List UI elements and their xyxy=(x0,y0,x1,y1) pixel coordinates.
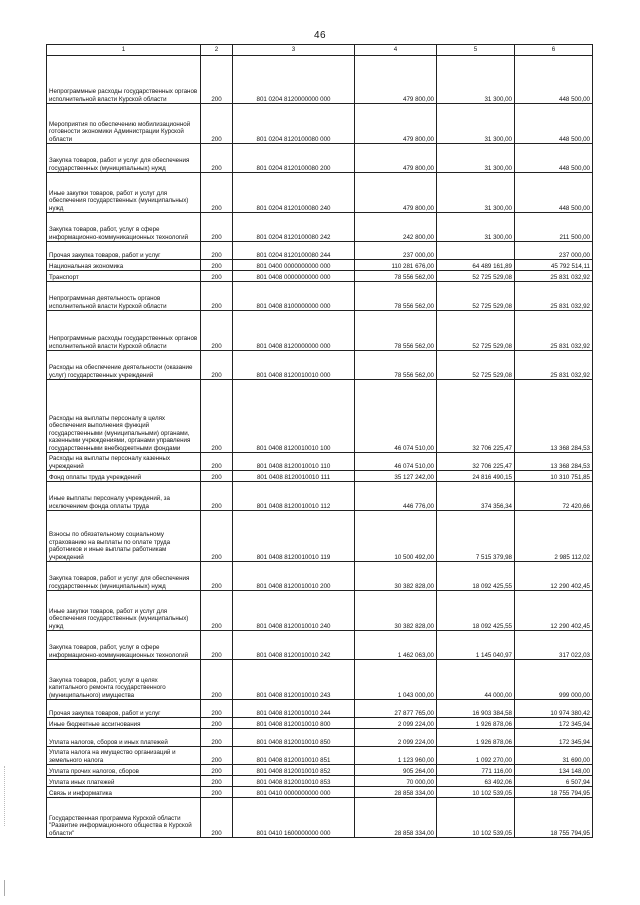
table-row xyxy=(47,747,593,765)
row-classification-code-cell: 801 0408 8120010010 200 xyxy=(233,562,355,591)
row-classification-code-cell: 801 0410 0000000000 000 xyxy=(233,787,355,798)
row-remaining-amount-cell: 12 290 402,45 xyxy=(515,591,593,631)
row-approved-amount-cell: 237 000,00 xyxy=(355,242,437,260)
header-col-6: 6 xyxy=(515,45,593,56)
row-remaining-amount-cell: 211 500,00 xyxy=(515,213,593,242)
row-executed-amount-cell: 1 926 878,06 xyxy=(437,718,515,729)
row-admin-code-cell: 200 xyxy=(201,787,233,798)
row-executed-amount-cell: 31 300,00 xyxy=(437,104,515,144)
row-name-cell: Уплата иных платежей xyxy=(47,776,201,787)
table-row xyxy=(47,104,593,144)
row-approved-amount-cell: 2 099 224,00 xyxy=(355,718,437,729)
row-approved-amount-cell: 78 556 562,00 xyxy=(355,282,437,311)
row-remaining-amount-cell: 6 507,94 xyxy=(515,776,593,787)
table-row xyxy=(47,144,593,173)
row-name-cell: Мероприятия по обеспечению мобилизационной готовности экономики Администрации Курской области xyxy=(47,104,201,144)
row-name-cell: Закупка товаров, работ и услуг для обеспечения государственных (муниципальных) нужд xyxy=(47,562,201,591)
table-row xyxy=(47,242,593,260)
table-row xyxy=(47,173,593,213)
row-admin-code-cell: 200 xyxy=(201,591,233,631)
row-remaining-amount-cell: 172 345,94 xyxy=(515,718,593,729)
row-executed-amount-cell: 7 515 379,98 xyxy=(437,511,515,562)
row-name-cell: Расходы на выплаты персоналу в целях обеспечения выполнения функций государственными (муниципальными) органами, казенными учреждениями, органами управления государственными внебюджетными фондами xyxy=(47,380,201,453)
row-approved-amount-cell: 30 382 828,00 xyxy=(355,562,437,591)
row-classification-code-cell: 801 0408 8120010010 852 xyxy=(233,765,355,776)
row-name-cell: Прочая закупка товаров, работ и услуг xyxy=(47,700,201,718)
row-admin-code-cell: 200 xyxy=(201,747,233,765)
table-row xyxy=(47,562,593,591)
row-remaining-amount-cell: 45 792 514,11 xyxy=(515,260,593,271)
table-row xyxy=(47,351,593,380)
row-executed-amount-cell: 64 489 161,89 xyxy=(437,260,515,271)
row-remaining-amount-cell: 72 420,66 xyxy=(515,482,593,511)
row-classification-code-cell: 801 0400 0000000000 000 xyxy=(233,260,355,271)
table-row xyxy=(47,787,593,798)
table-row xyxy=(47,631,593,660)
row-classification-code-cell: 801 0408 8120010010 111 xyxy=(233,471,355,482)
row-executed-amount-cell: 52 725 529,08 xyxy=(437,282,515,311)
row-admin-code-cell: 200 xyxy=(201,56,233,104)
header-col-5: 5 xyxy=(437,45,515,56)
row-approved-amount-cell: 479 800,00 xyxy=(355,104,437,144)
row-admin-code-cell: 200 xyxy=(201,453,233,471)
row-classification-code-cell: 801 0408 8120010010 853 xyxy=(233,776,355,787)
table-row xyxy=(47,729,593,747)
row-approved-amount-cell: 905 264,00 xyxy=(355,765,437,776)
row-executed-amount-cell: 1 092 270,00 xyxy=(437,747,515,765)
row-admin-code-cell: 200 xyxy=(201,380,233,453)
row-name-cell: Непрограммная деятельность органов исполнительной власти Курской области xyxy=(47,282,201,311)
row-classification-code-cell: 801 0408 8120000000 000 xyxy=(233,311,355,351)
row-classification-code-cell: 801 0408 8100000000 000 xyxy=(233,282,355,311)
row-classification-code-cell: 801 0408 8120010010 119 xyxy=(233,511,355,562)
header-col-4: 4 xyxy=(355,45,437,56)
row-admin-code-cell: 200 xyxy=(201,471,233,482)
row-name-cell: Закупка товаров, работ, услуг в сфере информационно-коммуникационных технологий xyxy=(47,631,201,660)
row-classification-code-cell: 801 0408 8120010010 100 xyxy=(233,380,355,453)
table-row xyxy=(47,271,593,282)
row-name-cell: Закупка товаров, работ, услуг в сфере информационно-коммуникационных технологий xyxy=(47,213,201,242)
table-row xyxy=(47,765,593,776)
row-admin-code-cell: 200 xyxy=(201,700,233,718)
row-approved-amount-cell: 10 500 492,00 xyxy=(355,511,437,562)
row-remaining-amount-cell: 448 500,00 xyxy=(515,104,593,144)
row-remaining-amount-cell: 13 368 284,53 xyxy=(515,380,593,453)
row-remaining-amount-cell: 12 290 402,45 xyxy=(515,562,593,591)
row-name-cell: Иные закупки товаров, работ и услуг для обеспечения государственных (муниципальных) нужд xyxy=(47,173,201,213)
row-remaining-amount-cell: 18 755 794,95 xyxy=(515,798,593,838)
row-approved-amount-cell: 35 127 242,00 xyxy=(355,471,437,482)
row-approved-amount-cell: 46 074 510,00 xyxy=(355,380,437,453)
row-executed-amount-cell: 374 356,34 xyxy=(437,482,515,511)
row-name-cell: Государственная программа Курской области "Развитие информационного общества в Курской области" xyxy=(47,798,201,838)
row-executed-amount-cell: 18 092 425,55 xyxy=(437,591,515,631)
row-name-cell: Иные выплаты персоналу учреждений, за исключением фонда оплаты труда xyxy=(47,482,201,511)
row-classification-code-cell: 801 0408 8120010010 240 xyxy=(233,591,355,631)
row-remaining-amount-cell: 31 690,00 xyxy=(515,747,593,765)
row-admin-code-cell: 200 xyxy=(201,776,233,787)
row-approved-amount-cell: 1 123 960,00 xyxy=(355,747,437,765)
row-admin-code-cell: 200 xyxy=(201,798,233,838)
row-classification-code-cell: 801 0408 8120010010 242 xyxy=(233,631,355,660)
row-remaining-amount-cell: 448 500,00 xyxy=(515,56,593,104)
table-row xyxy=(47,482,593,511)
row-admin-code-cell: 200 xyxy=(201,765,233,776)
row-name-cell: Национальная экономика xyxy=(47,260,201,271)
header-col-2: 2 xyxy=(201,45,233,56)
row-classification-code-cell: 801 0204 8120100080 000 xyxy=(233,104,355,144)
row-approved-amount-cell: 27 877 765,00 xyxy=(355,700,437,718)
row-remaining-amount-cell: 448 500,00 xyxy=(515,173,593,213)
row-classification-code-cell: 801 0408 8120010010 800 xyxy=(233,718,355,729)
row-name-cell: Транспорт xyxy=(47,271,201,282)
row-remaining-amount-cell: 25 831 032,92 xyxy=(515,351,593,380)
row-remaining-amount-cell: 134 148,00 xyxy=(515,765,593,776)
row-executed-amount-cell: 31 300,00 xyxy=(437,173,515,213)
row-executed-amount-cell: 44 000,00 xyxy=(437,660,515,700)
margin-scan-mark xyxy=(4,880,7,896)
row-classification-code-cell: 801 0204 8120100080 240 xyxy=(233,173,355,213)
table-row xyxy=(47,798,593,838)
row-remaining-amount-cell: 317 022,03 xyxy=(515,631,593,660)
row-name-cell: Взносы по обязательному социальному страхованию на выплаты по оплате труда работников и иные выплаты работникам учреждений xyxy=(47,511,201,562)
row-remaining-amount-cell: 18 755 794,95 xyxy=(515,787,593,798)
row-executed-amount-cell: 31 300,00 xyxy=(437,144,515,173)
header-col-3: 3 xyxy=(233,45,355,56)
table-row xyxy=(47,311,593,351)
row-admin-code-cell: 200 xyxy=(201,351,233,380)
row-approved-amount-cell: 479 800,00 xyxy=(355,173,437,213)
table-row xyxy=(47,471,593,482)
row-classification-code-cell: 801 0408 8120010010 110 xyxy=(233,453,355,471)
row-name-cell: Непрограммные расходы государственных органов исполнительной власти Курской области xyxy=(47,311,201,351)
row-admin-code-cell: 200 xyxy=(201,718,233,729)
table-row xyxy=(47,260,593,271)
row-remaining-amount-cell: 10 974 380,42 xyxy=(515,700,593,718)
row-executed-amount-cell: 32 706 225,47 xyxy=(437,453,515,471)
row-remaining-amount-cell: 999 000,00 xyxy=(515,660,593,700)
row-approved-amount-cell: 30 382 828,00 xyxy=(355,591,437,631)
row-approved-amount-cell: 1 043 000,00 xyxy=(355,660,437,700)
row-approved-amount-cell: 479 800,00 xyxy=(355,144,437,173)
row-admin-code-cell: 200 xyxy=(201,311,233,351)
table-row xyxy=(47,700,593,718)
row-classification-code-cell: 801 0408 8120010010 112 xyxy=(233,482,355,511)
row-executed-amount-cell: 771 116,00 xyxy=(437,765,515,776)
row-name-cell: Связь и информатика xyxy=(47,787,201,798)
row-admin-code-cell: 200 xyxy=(201,631,233,660)
row-name-cell: Фонд оплаты труда учреждений xyxy=(47,471,201,482)
row-executed-amount-cell: 10 102 539,05 xyxy=(437,798,515,838)
row-classification-code-cell: 801 0408 8120010010 850 xyxy=(233,729,355,747)
row-admin-code-cell: 200 xyxy=(201,282,233,311)
table-row xyxy=(47,511,593,562)
row-name-cell: Уплата налога на имущество организаций и земельного налога xyxy=(47,747,201,765)
margin-scan-mark xyxy=(4,766,9,826)
row-admin-code-cell: 200 xyxy=(201,260,233,271)
row-admin-code-cell: 200 xyxy=(201,660,233,700)
table-row xyxy=(47,213,593,242)
row-executed-amount-cell: 16 903 384,58 xyxy=(437,700,515,718)
row-remaining-amount-cell: 448 500,00 xyxy=(515,144,593,173)
row-executed-amount-cell xyxy=(437,242,515,260)
row-executed-amount-cell: 1 926 878,06 xyxy=(437,729,515,747)
row-executed-amount-cell: 32 706 225,47 xyxy=(437,380,515,453)
row-executed-amount-cell: 1 145 040,97 xyxy=(437,631,515,660)
row-admin-code-cell: 200 xyxy=(201,511,233,562)
header-col-1: 1 xyxy=(47,45,201,56)
row-remaining-amount-cell: 25 831 032,92 xyxy=(515,311,593,351)
row-executed-amount-cell: 31 300,00 xyxy=(437,56,515,104)
table-row xyxy=(47,660,593,700)
row-admin-code-cell: 200 xyxy=(201,242,233,260)
row-approved-amount-cell: 1 462 063,00 xyxy=(355,631,437,660)
table-row xyxy=(47,718,593,729)
row-name-cell: Закупка товаров, работ, услуг в целях капитального ремонта государственного (муниципального) имущества xyxy=(47,660,201,700)
row-approved-amount-cell: 78 556 562,00 xyxy=(355,351,437,380)
row-admin-code-cell: 200 xyxy=(201,213,233,242)
row-executed-amount-cell: 31 300,00 xyxy=(437,213,515,242)
row-approved-amount-cell: 70 000,00 xyxy=(355,776,437,787)
row-executed-amount-cell: 52 725 529,08 xyxy=(437,351,515,380)
row-name-cell: Уплата налогов, сборов и иных платежей xyxy=(47,729,201,747)
row-remaining-amount-cell: 237 000,00 xyxy=(515,242,593,260)
row-approved-amount-cell: 28 858 334,00 xyxy=(355,787,437,798)
table-row xyxy=(47,453,593,471)
budget-table xyxy=(46,44,593,838)
row-approved-amount-cell: 446 776,00 xyxy=(355,482,437,511)
row-name-cell: Иные закупки товаров, работ и услуг для обеспечения государственных (муниципальных) нужд xyxy=(47,591,201,631)
row-name-cell: Закупка товаров, работ и услуг для обеспечения государственных (муниципальных) нужд xyxy=(47,144,201,173)
row-approved-amount-cell: 46 074 510,00 xyxy=(355,453,437,471)
row-classification-code-cell: 801 0408 8120010010 243 xyxy=(233,660,355,700)
row-executed-amount-cell: 18 092 425,55 xyxy=(437,562,515,591)
page-number: 46 xyxy=(313,30,327,41)
row-executed-amount-cell: 52 725 529,08 xyxy=(437,271,515,282)
row-classification-code-cell: 801 0204 8120000000 000 xyxy=(233,56,355,104)
row-executed-amount-cell: 10 102 539,05 xyxy=(437,787,515,798)
row-remaining-amount-cell: 25 831 032,92 xyxy=(515,271,593,282)
row-classification-code-cell: 801 0204 8120100080 242 xyxy=(233,213,355,242)
row-remaining-amount-cell: 172 345,94 xyxy=(515,729,593,747)
row-approved-amount-cell: 78 556 562,00 xyxy=(355,311,437,351)
row-admin-code-cell: 200 xyxy=(201,104,233,144)
row-name-cell: Расходы на выплаты персоналу казенных учреждений xyxy=(47,453,201,471)
row-admin-code-cell: 200 xyxy=(201,562,233,591)
row-remaining-amount-cell: 2 985 112,02 xyxy=(515,511,593,562)
row-approved-amount-cell: 110 281 676,00 xyxy=(355,260,437,271)
row-classification-code-cell: 801 0408 8120010010 000 xyxy=(233,351,355,380)
row-name-cell: Иные бюджетные ассигнования xyxy=(47,718,201,729)
row-admin-code-cell: 200 xyxy=(201,173,233,213)
table-row xyxy=(47,56,593,104)
row-remaining-amount-cell: 25 831 032,92 xyxy=(515,282,593,311)
row-approved-amount-cell: 2 099 224,00 xyxy=(355,729,437,747)
row-classification-code-cell: 801 0408 8120010010 244 xyxy=(233,700,355,718)
row-classification-code-cell: 801 0408 0000000000 000 xyxy=(233,271,355,282)
row-approved-amount-cell: 242 800,00 xyxy=(355,213,437,242)
table-row xyxy=(47,776,593,787)
row-approved-amount-cell: 78 556 562,00 xyxy=(355,271,437,282)
row-name-cell: Уплата прочих налогов, сборов xyxy=(47,765,201,776)
row-approved-amount-cell: 28 858 334,00 xyxy=(355,798,437,838)
table-row xyxy=(47,591,593,631)
row-classification-code-cell: 801 0410 1600000000 000 xyxy=(233,798,355,838)
row-classification-code-cell: 801 0408 8120010010 851 xyxy=(233,747,355,765)
row-executed-amount-cell: 63 492,06 xyxy=(437,776,515,787)
row-remaining-amount-cell: 13 368 284,53 xyxy=(515,453,593,471)
row-name-cell: Расходы на обеспечение деятельности (оказание услуг) государственных учреждений xyxy=(47,351,201,380)
row-admin-code-cell: 200 xyxy=(201,144,233,173)
row-name-cell: Непрограммные расходы государственных органов исполнительной власти Курской области xyxy=(47,56,201,104)
row-remaining-amount-cell: 10 310 751,85 xyxy=(515,471,593,482)
row-admin-code-cell: 200 xyxy=(201,482,233,511)
row-approved-amount-cell: 479 800,00 xyxy=(355,56,437,104)
table-body xyxy=(47,56,593,838)
table-row xyxy=(47,380,593,453)
row-name-cell: Прочая закупка товаров, работ и услуг xyxy=(47,242,201,260)
row-admin-code-cell: 200 xyxy=(201,729,233,747)
table-header-row xyxy=(47,45,593,56)
row-executed-amount-cell: 24 816 490,15 xyxy=(437,471,515,482)
row-admin-code-cell: 200 xyxy=(201,271,233,282)
row-classification-code-cell: 801 0204 8120100080 200 xyxy=(233,144,355,173)
row-classification-code-cell: 801 0204 8120100080 244 xyxy=(233,242,355,260)
row-executed-amount-cell: 52 725 529,08 xyxy=(437,311,515,351)
table-row xyxy=(47,282,593,311)
